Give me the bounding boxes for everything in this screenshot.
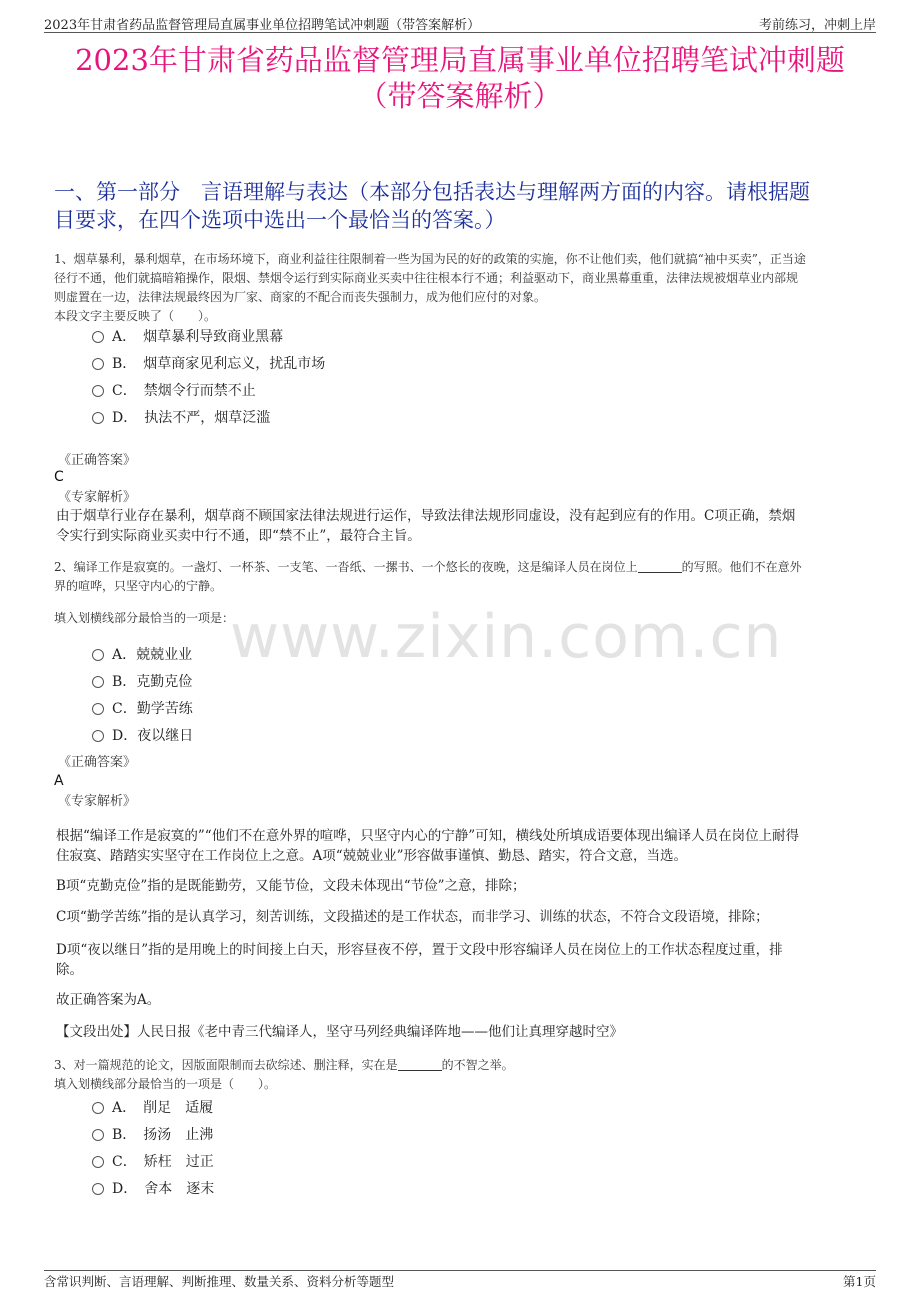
q2-exp-line-1: 根据“编译工作是寂寞的”“他们不在意外界的喧哗，只坚守内心的宁静”可知，横线处所填成语要体现出编译人员在岗位上耐得 [56, 828, 800, 844]
q2-source: 【文段出处】人民日报《老中青三代编译人，坚守马列经典编译阵地——他们让真理穿越时空》 [56, 1024, 623, 1040]
q3-option-b[interactable] [92, 1126, 213, 1144]
option-label: C． 禁烟令行而禁不止 [112, 383, 256, 399]
q3-option-d[interactable] [92, 1180, 214, 1198]
radio-icon[interactable] [92, 703, 104, 715]
option-label: C． 矫枉 过正 [112, 1154, 214, 1170]
option-label: B．克勤克俭 [112, 674, 193, 690]
q2-line-2: 界的喧哗，只坚守内心的宁静。 [54, 579, 223, 593]
section-line-1: 一、第一部分 言语理解与表达（本部分包括表达与理解两方面的内容。请根据题 [54, 180, 810, 204]
section-line-2: 目要求，在四个选项中选出一个最恰当的答案。） [54, 208, 506, 232]
radio-icon[interactable] [92, 385, 104, 397]
option-label: A．兢兢业业 [112, 647, 193, 663]
q1-explanation [56, 506, 870, 546]
q3-line-2: 填入划横线部分最恰当的一项是（ ）。 [54, 1077, 277, 1091]
page-number: 第1页 [843, 1274, 876, 1289]
radio-icon[interactable] [92, 331, 104, 343]
option-label: D． 执法不严，烟草泛滥 [112, 410, 271, 426]
section-heading [54, 178, 870, 234]
q2-answer-label: 《正确答案》 [58, 755, 137, 770]
radio-icon[interactable] [92, 649, 104, 661]
option-label: D．夜以继日 [112, 728, 194, 744]
q2-exp-line-6: 除。 [56, 962, 83, 978]
q2-answer: A [54, 773, 64, 789]
q3-option-c[interactable] [92, 1153, 214, 1171]
header-slogan: 考前练习，冲刺上岸 [758, 18, 876, 33]
header-doc-title: 2023年甘肃省药品监督管理局直属事业单位招聘笔试冲刺题（带答案解析） [44, 18, 481, 33]
page-header [44, 12, 876, 32]
q2-line-1-end: 的写照。他们不在意外 [681, 560, 802, 574]
q2-option-c[interactable] [92, 700, 193, 718]
q2-explanation-1 [56, 826, 870, 866]
radio-icon[interactable] [92, 358, 104, 370]
question-1-stem [54, 250, 870, 326]
q3-line-1-start: 3、对一篇规范的论文，因版面限制而去砍综述、删注释，实在是 [54, 1058, 398, 1072]
option-label: D． 舍本 逐末 [112, 1181, 215, 1197]
q1-expert-label: 《专家解析》 [58, 490, 137, 505]
fill-blank [398, 1058, 442, 1071]
q1-option-d[interactable] [92, 409, 270, 427]
question-3-stem [54, 1056, 870, 1094]
radio-icon[interactable] [92, 1102, 104, 1114]
radio-icon[interactable] [92, 676, 104, 688]
option-label: A． 削足 适履 [112, 1100, 214, 1116]
radio-icon[interactable] [92, 1183, 104, 1195]
watermark: www.zixin.com.cn [230, 602, 783, 672]
q1-answer-label: 《正确答案》 [58, 453, 137, 468]
q2-option-a[interactable] [92, 646, 192, 664]
radio-icon[interactable] [92, 1129, 104, 1141]
footer-topics: 含常识判断、言语理解、判断推理、数量关系、资料分析等题型 [44, 1274, 395, 1289]
radio-icon[interactable] [92, 412, 104, 424]
option-label: A． 烟草暴利导致商业黑幕 [112, 329, 284, 345]
title-line-2: （带答案解析） [358, 79, 562, 113]
footer-divider [44, 1270, 876, 1271]
q1-option-a[interactable] [92, 328, 283, 346]
q1-line-2: 径行不通，他们就搞暗箱操作，限烟、禁烟令运行到实际商业买卖中往往根本行不通；利益驱动下，商业黑幕重重，法律法规被烟草业内部规 [54, 271, 799, 285]
option-label: B． 烟草商家见利忘义，扰乱市场 [112, 356, 326, 372]
q3-line-1-end: 的不智之举。 [441, 1058, 514, 1072]
q2-line-1 [54, 558, 870, 577]
q2-exp-line-2: 住寂寞、踏踏实实坚守在工作岗位上之意。A项“兢兢业业”形容做事谨慎、勤恳、踏实，符合文意，当选。 [56, 848, 688, 864]
option-label: B． 扬汤 止沸 [112, 1127, 214, 1143]
q2-explanation-c: C项“勤学苦练”指的是认真学习，刻苦训练，文段描述的是工作状态，而非学习、训练的状态，不符合文段语境，排除； [56, 909, 769, 925]
q2-option-b[interactable] [92, 673, 192, 691]
q2-explanation-b: B项“克勤克俭”指的是既能勤劳，又能节俭，文段未体现出“节俭”之意，排除； [56, 878, 526, 894]
q1-line-3: 则虚置在一边，法律法规最终因为厂家、商家的不配合而丧失强制力，成为他们应付的对象。 [54, 290, 547, 304]
title-line-1: 2023年甘肃省药品监督管理局直属事业单位招聘笔试冲刺题 [75, 43, 845, 77]
q2-exp-line-5: D项“夜以继日”指的是用晚上的时间接上白天，形容昼夜不停，置于文段中形容编译人员在岗位上的工作状态程度过重，排 [56, 942, 783, 958]
header-divider [44, 32, 876, 33]
radio-icon[interactable] [92, 730, 104, 742]
q2-explanation-d [56, 940, 870, 980]
q1-answer: C [54, 469, 64, 485]
q3-option-a[interactable] [92, 1099, 213, 1117]
q1-exp-line-1: 由于烟草行业存在暴利，烟草商不顾国家法律法规进行运作，导致法律法规形同虚设，没有起到应有的作用。C项正确，禁烟 [56, 508, 796, 524]
q1-exp-line-2: 令实行到实际商业买卖中行不通，即“禁不止”，最符合主旨。 [56, 528, 421, 544]
q1-line-4: 本段文字主要反映了（ ）。 [54, 309, 217, 323]
radio-icon[interactable] [92, 1156, 104, 1168]
q2-expert-label: 《专家解析》 [58, 794, 137, 809]
q2-option-d[interactable] [92, 727, 193, 745]
option-label: C．勤学苦练 [112, 701, 193, 717]
q1-line-1: 1、烟草暴利，暴利烟草，在市场环境下，商业利益往往限制着一些为国为民的好的政策的实施，你不让他们卖，他们就搞“袖中买卖”，正当途 [54, 252, 806, 266]
q2-line-1-start: 2、编译工作是寂寞的。一盏灯、一杯茶、一支笔、一沓纸、一摞书、一个悠长的夜晚，这是编译人员在岗位上 [54, 560, 638, 574]
q3-line-1 [54, 1056, 870, 1075]
question-2-stem [54, 558, 870, 596]
q1-option-b[interactable] [92, 355, 325, 373]
q2-conclusion: 故正确答案为A。 [56, 992, 161, 1008]
q2-prompt: 填入划横线部分最恰当的一项是： [54, 611, 235, 625]
q1-option-c[interactable] [92, 382, 256, 400]
page-title [40, 42, 880, 114]
fill-blank [638, 560, 682, 573]
